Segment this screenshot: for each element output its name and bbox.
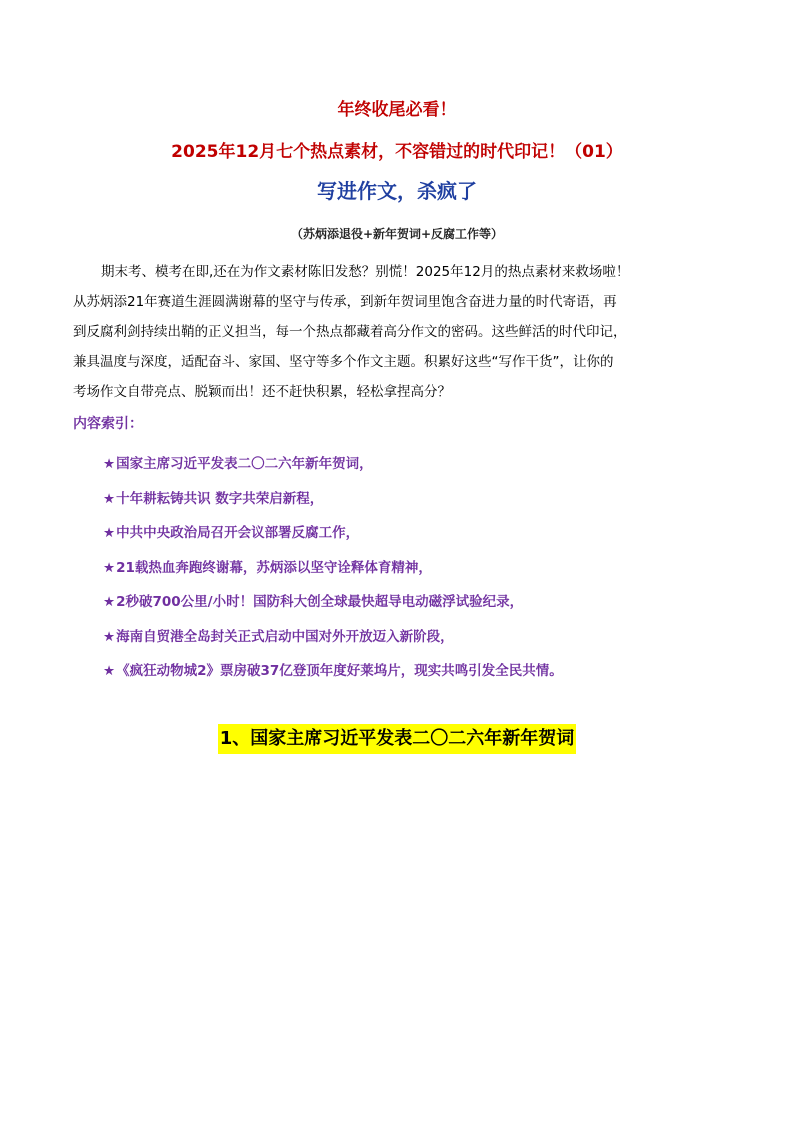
index-item xyxy=(103,487,723,522)
intro-line: 从苏炳添21年赛道生涯圆满谢幕的坚守与传承，到新年贺词里饱含奋进力量的时代寄语，再 xyxy=(73,294,617,310)
star-icon: ★ xyxy=(103,663,116,679)
index-item-text: 中共中央政治局召开会议部署反腐工作， xyxy=(116,525,360,541)
subtitle: （苏炳添退役+新年贺词+反腐工作等） xyxy=(290,227,504,241)
star-icon: ★ xyxy=(103,628,116,645)
index-item xyxy=(103,625,723,660)
index-item xyxy=(103,659,723,694)
index-item xyxy=(103,452,723,487)
intro-line: 兼具温度与深度，适配奋斗、家国、坚守等多个作文主题。积累好这些“写作干货”，让你的 xyxy=(73,354,614,370)
title-line-2: 2025年12月七个热点素材，不容错过的时代印记！（01） xyxy=(171,142,623,162)
index-item-text: 十年耕耘铸共识 数字共荣启新程， xyxy=(116,490,324,507)
section-1-heading: 1、国家主席习近平发表二〇二六年新年贺词 xyxy=(218,724,577,754)
intro-line: 考场作文自带亮点、脱颖而出！还不赶快积累，轻松拿捏高分？ xyxy=(73,384,451,400)
intro-paragraph xyxy=(73,257,733,407)
index-item-text: 海南自贸港全岛封关正式启动中国对外开放迈入新阶段， xyxy=(116,628,454,645)
content-index-list xyxy=(103,452,723,694)
index-item xyxy=(103,521,723,556)
content-index-label: 内容索引： xyxy=(73,416,143,432)
star-icon: ★ xyxy=(103,559,116,576)
index-item-text: 国家主席习近平发表二〇二六年新年贺词， xyxy=(116,456,373,472)
intro-line: 到反腐利剑持续出鞘的正义担当，每一个热点都藏着高分作文的密码。这些鲜活的时代印记， xyxy=(73,324,627,340)
star-icon: ★ xyxy=(103,490,116,507)
index-item-text: 《疯狂动物城2》票房破37亿登顶年度好莱坞片，现实共鸣引发全民共情。 xyxy=(116,663,563,679)
index-item-text: 2秒破700公里/小时！国防科大创全球最快超导电动磁浮试验纪录， xyxy=(116,594,524,610)
star-icon: ★ xyxy=(103,594,116,610)
index-item xyxy=(103,556,723,591)
section-1-heading-wrap xyxy=(0,724,794,754)
title-line-3: 写进作文，杀疯了 xyxy=(317,179,477,203)
index-item xyxy=(103,590,723,625)
star-icon: ★ xyxy=(103,456,116,472)
intro-line: 期末考、模考在即,还在为作文素材陈旧发愁？别慌！2025年12月的热点素材来救场啦！ xyxy=(101,264,630,280)
index-item-text: 21载热血奔跑终谢幕，苏炳添以坚守诠释体育精神， xyxy=(116,559,432,576)
title-line-1: 年终收尾必看！ xyxy=(337,100,457,120)
star-icon: ★ xyxy=(103,525,116,541)
